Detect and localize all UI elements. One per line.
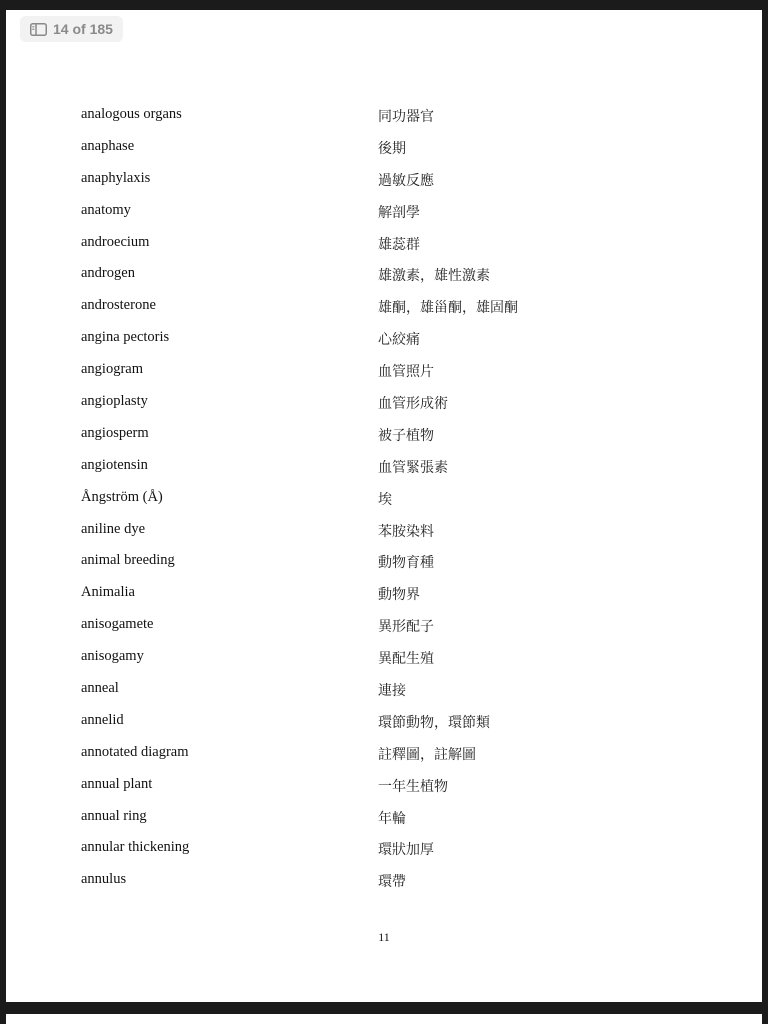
glossary-entry: [6, 680, 762, 712]
glossary-entry: [6, 839, 762, 871]
glossary-entry: [6, 202, 762, 234]
glossary-entry: [6, 329, 762, 361]
chinese-term: 連接: [378, 683, 406, 700]
chinese-term: 一年生植物: [378, 778, 448, 795]
chinese-term: 動物界: [378, 587, 420, 604]
glossary-entry: [6, 234, 762, 266]
english-term: androecium: [81, 233, 150, 250]
chinese-term: 環帶: [378, 874, 406, 891]
english-term: angioplasty: [81, 393, 148, 410]
chinese-term: 後期: [378, 140, 406, 157]
english-term: androsterone: [81, 297, 156, 314]
chinese-term: 雄激素，雄性激素: [378, 268, 490, 285]
glossary-entry: [6, 616, 762, 648]
chinese-term: 年輪: [378, 810, 406, 827]
chinese-term: 雄酮，雄甾酮，雄固酮: [378, 300, 518, 317]
chinese-term: 過敏反應: [378, 172, 434, 189]
english-term: androgen: [81, 265, 135, 282]
english-term: annulus: [81, 871, 127, 888]
english-term: analogous organs: [81, 106, 182, 122]
chinese-term: 環狀加厚: [378, 842, 434, 859]
english-term: anisogamy: [81, 648, 144, 665]
english-term: anatomy: [81, 201, 131, 218]
chinese-term: 異配生殖: [378, 651, 434, 668]
glossary-entry: [6, 871, 762, 903]
glossary-entry: [6, 393, 762, 425]
chinese-term: 血管照片: [378, 364, 434, 381]
english-term: anaphase: [81, 137, 135, 154]
english-term: anaphylaxis: [81, 169, 151, 186]
english-term: angina pectoris: [81, 329, 170, 346]
glossary-entry: [6, 552, 762, 584]
chinese-term: 埃: [378, 491, 392, 508]
glossary-list: [6, 106, 762, 903]
english-term: annotated diagram: [81, 743, 189, 760]
chinese-term: 被子植物: [378, 427, 434, 444]
chinese-term: 動物育種: [378, 555, 434, 572]
english-term: annular thickening: [81, 839, 190, 856]
chinese-term: 異形配子: [378, 619, 434, 636]
glossary-entry: [6, 489, 762, 521]
glossary-entry: [6, 138, 762, 170]
chinese-term: 解剖學: [378, 204, 420, 221]
chinese-term: 環節動物，環節類: [378, 714, 490, 731]
glossary-entry: [6, 106, 762, 138]
glossary-entry: [6, 265, 762, 297]
glossary-entry: [6, 361, 762, 393]
glossary-entry: [6, 521, 762, 553]
english-term: Ångström (Å): [81, 488, 163, 505]
english-term: angiosperm: [81, 424, 149, 441]
chinese-term: 心絞痛: [378, 332, 420, 349]
english-term: animal breeding: [81, 552, 175, 569]
english-term: Animalia: [81, 584, 135, 601]
glossary-entry: [6, 712, 762, 744]
chinese-term: 血管形成術: [378, 396, 448, 413]
page-indicator-label: 14 of 185: [53, 21, 113, 37]
page-number: 11: [378, 930, 390, 944]
english-term: anneal: [81, 680, 119, 697]
english-term: anisogamete: [81, 616, 154, 633]
glossary-entry: [6, 808, 762, 840]
chinese-term: 苯胺染料: [378, 523, 434, 540]
english-term: angiotensin: [81, 456, 148, 473]
page-indicator-button[interactable]: [20, 16, 123, 42]
english-term: annual ring: [81, 807, 147, 824]
chinese-term: 註釋圖，註解圖: [378, 746, 476, 763]
glossary-entry: [6, 648, 762, 680]
sidebar-panel-icon: [30, 23, 47, 36]
glossary-entry: [6, 776, 762, 808]
english-term: angiogram: [81, 361, 144, 378]
english-term: annual plant: [81, 775, 153, 792]
chinese-term: 同功器官: [378, 109, 434, 125]
glossary-entry: [6, 584, 762, 616]
english-term: aniline dye: [81, 520, 146, 537]
chinese-term: 血管緊張素: [378, 459, 448, 476]
glossary-entry: [6, 744, 762, 776]
glossary-entry: [6, 425, 762, 457]
glossary-entry: [6, 170, 762, 202]
glossary-entry: [6, 297, 762, 329]
document-page: [6, 10, 762, 1002]
next-page-edge: [6, 1014, 762, 1024]
chinese-term: 雄蕊群: [378, 236, 420, 253]
english-term: annelid: [81, 711, 124, 728]
glossary-entry: [6, 457, 762, 489]
